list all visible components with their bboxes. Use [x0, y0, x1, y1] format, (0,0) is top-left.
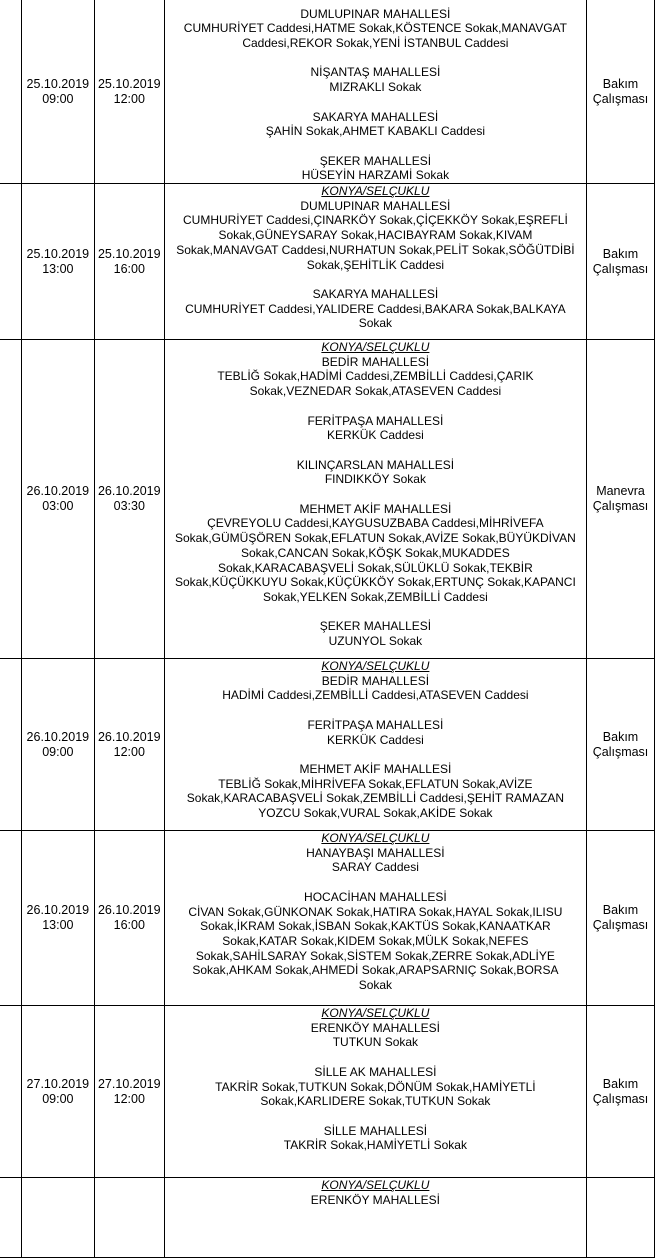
- end-time: 16:00: [113, 918, 145, 932]
- work-type: Çalışması: [592, 261, 649, 276]
- street-list: TAKRİR Sokak,TUTKUN Sokak,DÖNÜM Sokak,HAMİYETLİ: [215, 1079, 536, 1094]
- neighborhood-name: MEHMET AKİF MAHALLESİ: [299, 501, 452, 516]
- table-row: [0, 340, 655, 659]
- affected-locations-cell: [164, 0, 586, 184]
- end-datetime-cell: [94, 340, 164, 659]
- block-spacer: [165, 487, 586, 502]
- end-date: 26.10.2019: [97, 903, 161, 917]
- street-list: Sokak,KARLIDERE Sokak,TUTKUN Sokak: [260, 1094, 491, 1109]
- row-index-cell: [0, 0, 21, 184]
- block-spacer: [165, 272, 586, 287]
- start-time: 09:00: [42, 1091, 74, 1106]
- work-type: Bakım: [602, 76, 639, 91]
- end-time: 16:00: [113, 261, 145, 276]
- street-list: Sokak,KÜÇÜKKUYU Sokak,KÜÇÜKKÖY Sokak,ERTUNÇ Sokak,KAPANCI: [174, 575, 576, 590]
- row-index-cell: [0, 659, 21, 831]
- neighborhood-name: ERENKÖY MAHALLESİ: [310, 1020, 440, 1035]
- street-list: KERKÜK Caddesi: [327, 732, 424, 747]
- row-index-cell: [0, 831, 21, 1006]
- work-type: Çalışması: [592, 744, 649, 759]
- affected-locations-cell: [164, 831, 586, 1006]
- start-date: 25.10.2019: [26, 76, 90, 91]
- end-time: 12:00: [113, 744, 145, 759]
- street-list: KERKÜK Caddesi: [327, 428, 424, 443]
- start-datetime-cell: [21, 0, 94, 184]
- work-type-cell: [587, 659, 655, 831]
- table-row: [0, 184, 655, 340]
- neighborhood-name: SİLLE AK MAHALLESİ: [314, 1064, 437, 1079]
- end-date: 27.10.2019: [97, 1076, 161, 1091]
- street-list: Sokak,KARACABAŞVELİ Sokak,ZEMBİLLİ Caddesi,ŞEHİT RAMAZAN: [186, 791, 565, 806]
- block-spacer: [165, 747, 586, 762]
- block-spacer: [165, 399, 586, 414]
- neighborhood-name: DUMLUPINAR MAHALLESİ: [300, 6, 451, 21]
- block-spacer: [165, 95, 586, 110]
- end-datetime-cell: [94, 831, 164, 1006]
- city-district: KONYA/SELÇUKLU: [321, 1006, 430, 1020]
- neighborhood-name: BEDİR MAHALLESİ: [321, 673, 430, 688]
- neighborhood-name: ŞEKER MAHALLESİ: [319, 619, 432, 634]
- street-list: Sokak,KARACABAŞVELİ Sokak,SÜLÜKLÜ Sokak,TEKBİR: [217, 560, 533, 575]
- street-list: Sokak: [358, 978, 393, 993]
- end-time: 03:30: [113, 499, 145, 513]
- street-list: Sokak,GÜNEYSARAY Sokak,HACIBAYRAM Sokak,KIVAM: [218, 228, 533, 243]
- table-row: [0, 659, 655, 831]
- street-list: Sokak,MANAVGAT Caddesi,NURHATUN Sokak,PELİT Sokak,SÖĞÜTDİBİ: [176, 242, 575, 257]
- street-list: FINDIKKÖY Sokak: [324, 472, 426, 487]
- affected-locations-cell: [164, 340, 586, 659]
- work-type: Bakım: [602, 903, 639, 917]
- street-list: Sokak,İKRAM Sokak,İSBAN Sokak,KAKTÜS Sokak,KANAATKAR: [200, 919, 551, 934]
- street-list: Sokak,AHKAM Sokak,AHMEDİ Sokak,ARAPSARNIÇ Sokak,BORSA: [192, 963, 559, 978]
- affected-locations-cell: [164, 1178, 586, 1258]
- street-list: SARAY Caddesi: [331, 860, 419, 875]
- end-datetime-cell: [94, 0, 164, 184]
- work-type: Bakım: [602, 246, 639, 261]
- neighborhood-name: DUMLUPINAR MAHALLESİ: [300, 198, 451, 213]
- end-date: 25.10.2019: [97, 76, 161, 91]
- end-time: 12:00: [113, 1091, 145, 1106]
- block-spacer: [165, 875, 586, 890]
- block-spacer: [165, 1050, 586, 1065]
- block-spacer: [165, 703, 586, 718]
- street-list: Sokak,KATAR Sokak,KIDEM Sokak,MÜLK Sokak,NEFES: [222, 933, 529, 948]
- neighborhood-name: HOCACİHAN MAHALLESİ: [304, 889, 447, 904]
- table-row: [0, 1178, 655, 1258]
- street-list: Sokak,SAHİLSARAY Sokak,SİSTEM Sokak,ZERRE Sokak,ADLİYE: [195, 948, 555, 963]
- start-date: 26.10.2019: [26, 484, 90, 498]
- neighborhood-name: BEDİR MAHALLESİ: [321, 354, 430, 369]
- street-list: Sokak,GÜMÜŞÖREN Sokak,EFLATUN Sokak,AVİZE Sokak,BÜYÜKDİVAN: [175, 531, 576, 546]
- table-row: [0, 1006, 655, 1178]
- start-datetime-cell: [21, 1178, 94, 1258]
- neighborhood-name: ŞEKER MAHALLESİ: [319, 153, 432, 168]
- street-list: Sokak,CANCAN Sokak,KÖŞK Sokak,MUKADDES: [241, 545, 510, 560]
- start-datetime-cell: [21, 184, 94, 340]
- end-datetime-cell: [94, 1178, 164, 1258]
- work-type-cell: [587, 0, 655, 184]
- street-list: ÇEVREYOLU Caddesi,KAYGUSUZBABA Caddesi,MİHRİVEFA: [207, 516, 544, 531]
- work-type: Bakım: [602, 729, 639, 744]
- street-list: CUMHURİYET Caddesi,ÇINARKÖY Sokak,ÇİÇEKKÖY Sokak,EŞREFLİ: [182, 213, 568, 228]
- start-time: 09:00: [42, 744, 74, 759]
- neighborhood-name: SİLLE MAHALLESİ: [323, 1123, 428, 1138]
- city-district: KONYA/SELÇUKLU: [321, 184, 430, 198]
- block-spacer: [165, 605, 586, 620]
- start-datetime-cell: [21, 1006, 94, 1178]
- table-row: [0, 831, 655, 1006]
- street-list: UZUNYOL Sokak: [328, 634, 423, 648]
- street-list: TEBLİĞ Sokak,MİHRİVEFA Sokak,EFLATUN Sokak,AVİZE: [218, 776, 533, 791]
- work-type: Çalışması: [592, 499, 649, 513]
- end-datetime-cell: [94, 1006, 164, 1178]
- neighborhood-name: HANAYBAŞI MAHALLESİ: [306, 845, 445, 860]
- neighborhood-name: ERENKÖY MAHALLESİ: [310, 1192, 440, 1207]
- start-time: 13:00: [42, 261, 74, 276]
- street-list: Sokak,ŞEHİTLİK Caddesi: [306, 257, 445, 272]
- neighborhood-name: MEHMET AKİF MAHALLESİ: [299, 761, 452, 776]
- neighborhood-name: SAKARYA MAHALLESİ: [312, 286, 439, 301]
- street-list: MIZRAKLI Sokak: [329, 80, 422, 95]
- row-index-cell: [0, 184, 21, 340]
- work-type: Çalışması: [592, 918, 649, 932]
- city-district: KONYA/SELÇUKLU: [321, 831, 430, 845]
- street-list: ŞAHİN Sokak,AHMET KABAKLI Caddesi: [265, 124, 485, 139]
- block-spacer: [165, 1109, 586, 1124]
- row-index-cell: [0, 340, 21, 659]
- affected-locations-cell: [164, 1006, 586, 1178]
- street-list: Sokak,YELKEN Sokak,ZEMBİLLİ Caddesi: [263, 589, 488, 604]
- affected-locations-cell: [164, 184, 586, 340]
- street-list: TEBLİĞ Sokak,HADİMİ Caddesi,ZEMBİLLİ Caddesi,ÇARIK: [217, 369, 534, 384]
- row-index-cell: [0, 1178, 21, 1258]
- block-spacer: [165, 51, 586, 66]
- neighborhood-name: NİŞANTAŞ MAHALLESİ: [310, 65, 441, 80]
- street-list: CUMHURİYET Caddesi,YALIDERE Caddesi,BAKARA Sokak,BALKAYA: [185, 301, 566, 316]
- start-datetime-cell: [21, 659, 94, 831]
- city-district: KONYA/SELÇUKLU: [321, 1178, 430, 1192]
- street-list: TAKRİR Sokak,HAMİYETLİ Sokak: [283, 1138, 467, 1153]
- end-datetime-cell: [94, 184, 164, 340]
- start-date: 26.10.2019: [26, 903, 90, 917]
- work-type-cell: [587, 831, 655, 1006]
- start-date: 25.10.2019: [26, 246, 90, 261]
- work-type-cell: [587, 1178, 655, 1258]
- affected-locations-cell: [164, 659, 586, 831]
- work-type-cell: [587, 1006, 655, 1178]
- start-datetime-cell: [21, 340, 94, 659]
- table-row: [0, 0, 655, 184]
- neighborhood-name: FERİTPAŞA MAHALLESİ: [307, 413, 444, 428]
- start-time: 09:00: [42, 91, 74, 106]
- street-list: HADİMİ Caddesi,ZEMBİLLİ Caddesi,ATASEVEN Caddesi: [222, 688, 529, 703]
- work-type: Manevra: [596, 484, 645, 498]
- start-date: 26.10.2019: [26, 729, 90, 744]
- end-time: 12:00: [113, 91, 145, 106]
- block-spacer: [165, 139, 586, 154]
- start-date: 27.10.2019: [26, 1076, 90, 1091]
- street-list: YOZCU Sokak,VURAL Sokak,AKİDE Sokak: [258, 806, 493, 820]
- end-date: 25.10.2019: [97, 246, 161, 261]
- work-type: Çalışması: [592, 1091, 649, 1106]
- city-district: KONYA/SELÇUKLU: [321, 340, 430, 354]
- street-list: HÜSEYİN HARZAMİ Sokak: [301, 168, 450, 183]
- row-index-cell: [0, 1006, 21, 1178]
- neighborhood-name: KILINÇARSLAN MAHALLESİ: [296, 457, 455, 472]
- end-datetime-cell: [94, 659, 164, 831]
- city-district: KONYA/SELÇUKLU: [321, 659, 430, 673]
- street-list: CİVAN Sokak,GÜNKONAK Sokak,HATIRA Sokak,HAYAL Sokak,ILISU: [188, 904, 563, 919]
- block-spacer: [165, 443, 586, 458]
- start-time: 13:00: [42, 918, 74, 932]
- work-type: Çalışması: [592, 91, 649, 106]
- street-list: Sokak,VEZNEDAR Sokak,ATASEVEN Caddesi: [249, 384, 502, 399]
- neighborhood-name: SAKARYA MAHALLESİ: [312, 109, 439, 124]
- work-type-cell: [587, 184, 655, 340]
- work-type-cell: [587, 340, 655, 659]
- neighborhood-name: FERİTPAŞA MAHALLESİ: [307, 717, 444, 732]
- end-date: 26.10.2019: [97, 484, 161, 498]
- street-list: Sokak: [358, 316, 393, 331]
- work-type: Bakım: [602, 1076, 639, 1091]
- start-time: 03:00: [42, 499, 74, 513]
- street-list: TUTKUN Sokak: [332, 1035, 419, 1050]
- street-list: Caddesi,REKOR Sokak,YENİ İSTANBUL Caddesi: [242, 36, 509, 51]
- street-list: CUMHURİYET Caddesi,HATME Sokak,KÖSTENCE Sokak,MANAVGAT: [183, 21, 567, 36]
- start-datetime-cell: [21, 831, 94, 1006]
- end-date: 26.10.2019: [97, 729, 161, 744]
